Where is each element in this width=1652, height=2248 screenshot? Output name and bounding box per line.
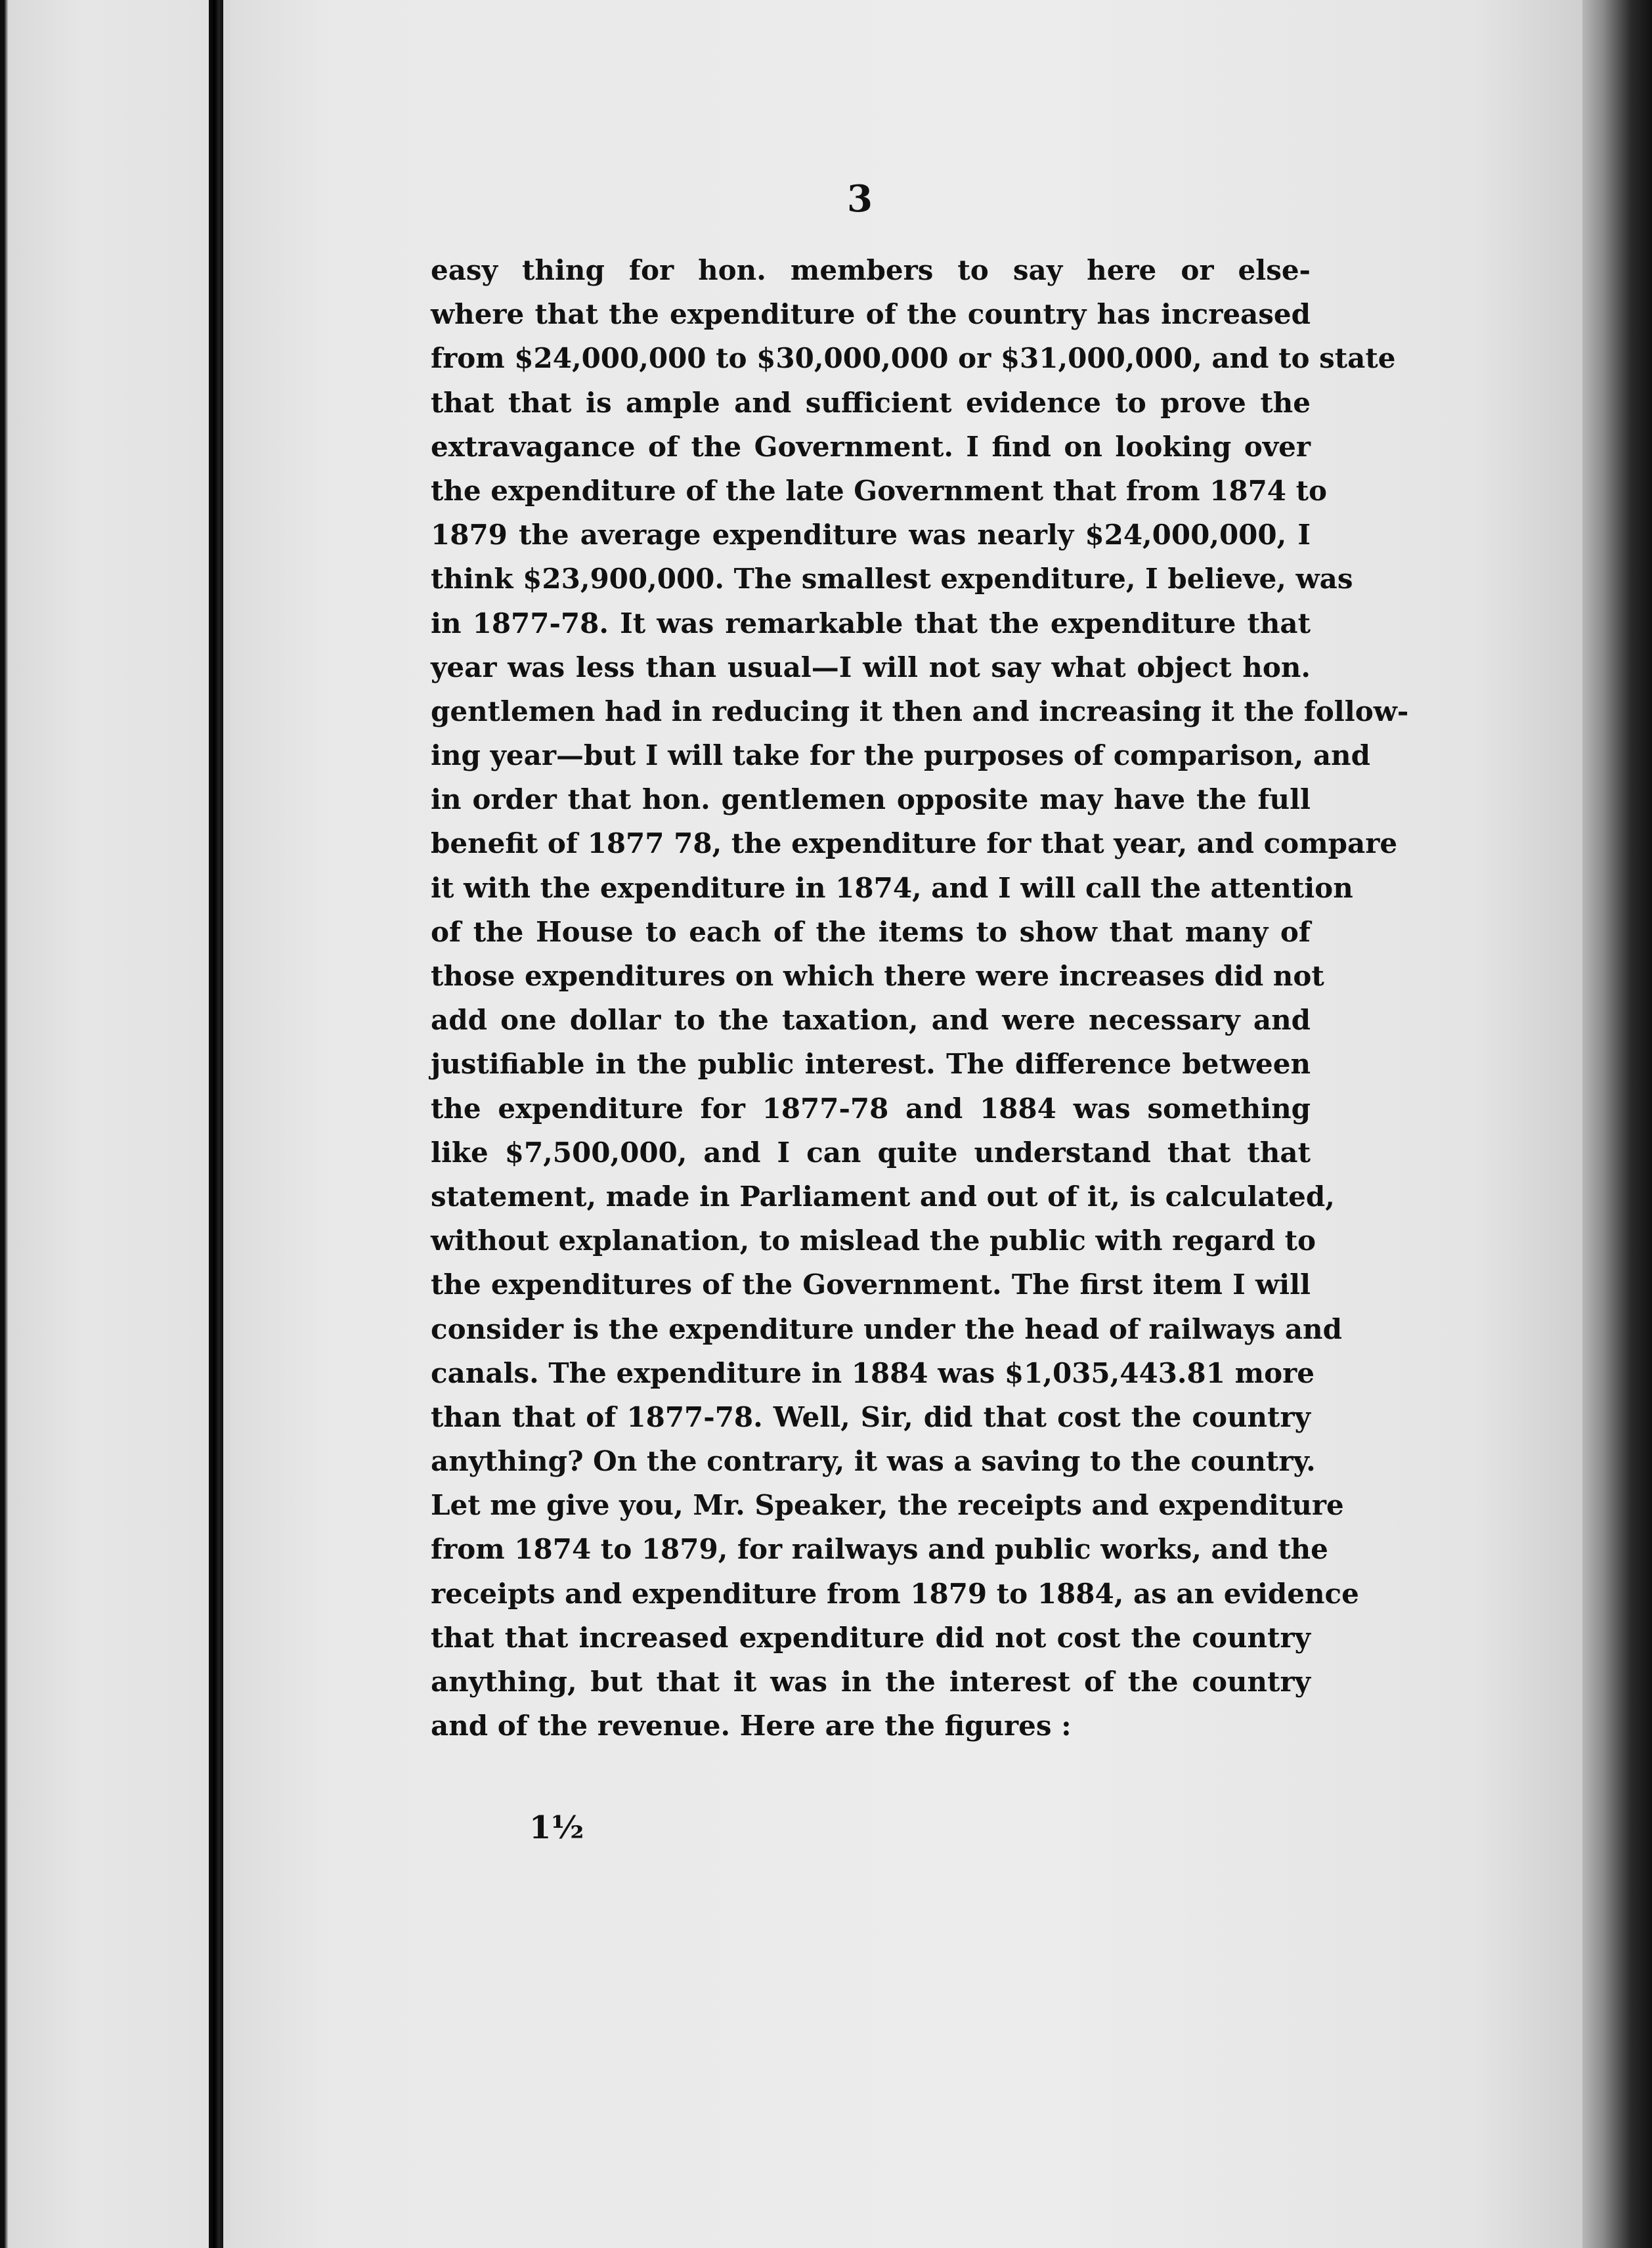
text-line: ing year—but I will take for the purposes of comparison, and (431, 739, 1370, 772)
text-line: than that of 1877-78. Well, Sir, did that cost the country (431, 1400, 1311, 1433)
text-line: from $24,000,000 to $30,000,000 or $31,000,000, and to state (431, 342, 1396, 375)
text-line: like $7,500,000, and I can quite understand that that (431, 1136, 1311, 1169)
text-line: those expenditures on which there were increases did not (431, 960, 1324, 992)
text-line: extravagance of the Government. I find on looking over (431, 430, 1311, 463)
text-line: the expenditure of the late Government that from 1874 to (431, 474, 1328, 507)
text-line: 1879 the average expenditure was nearly $24,000,000, I (431, 519, 1311, 551)
text-line: from 1874 to 1879, for railways and public works, and the (431, 1533, 1328, 1566)
text-line: gentlemen had in reducing it then and increasing it the follow- (431, 695, 1409, 727)
right-page-edge (1582, 0, 1652, 2248)
text-line: Let me give you, Mr. Speaker, the receipts and expenditure (431, 1489, 1344, 1522)
text-line: receipts and expenditure from 1879 to 1884, as an evidence (431, 1577, 1359, 1610)
signature-mark: 1½ (529, 1809, 584, 1846)
text-line: the expenditure for 1877-78 and 1884 was something (431, 1092, 1311, 1125)
text-line: in 1877-78. It was remarkable that the expenditure that (431, 607, 1311, 639)
text-line: without explanation, to mislead the public with regard to (431, 1224, 1316, 1257)
body-paragraph (431, 248, 1409, 1748)
text-line: think $23,900,000. The smallest expenditure, I believe, was (431, 563, 1353, 595)
text-line: consider is the expenditure under the head of railways and (431, 1312, 1342, 1345)
text-line: where that the expenditure of the country has increased (431, 298, 1311, 331)
page-number: 3 (847, 177, 873, 221)
text-line: add one dollar to the taxation, and were necessary and (431, 1004, 1311, 1037)
text-line: it with the expenditure in 1874, and I will call the attention (431, 871, 1353, 904)
text-line: anything? On the contrary, it was a saving to the country. (431, 1445, 1316, 1478)
text-line: that that is ample and sufficient evidence to prove the (431, 386, 1311, 419)
text-line: of the House to each of the items to show that many of (431, 915, 1311, 948)
left-page-edge (0, 0, 209, 2248)
text-line: year was less than usual—I will not say what object hon. (431, 651, 1311, 683)
text-line: and of the revenue. Here are the figures : (431, 1710, 1072, 1742)
text-line: the expenditures of the Government. The first item I will (431, 1268, 1311, 1301)
text-line: that that increased expenditure did not cost the country (431, 1621, 1311, 1654)
text-line: anything, but that it was in the interest of the country (431, 1666, 1311, 1698)
text-line: canals. The expenditure in 1884 was $1,035,443.81 more (431, 1356, 1315, 1389)
text-line: in order that hon. gentlemen opposite may have the full (431, 783, 1311, 816)
binding-gutter (209, 0, 223, 2248)
text-line: justifiable in the public interest. The difference between (431, 1048, 1311, 1081)
text-line: statement, made in Parliament and out of it, is calculated, (431, 1180, 1335, 1213)
text-line: benefit of 1877 78, the expenditure for that year, and compare (431, 827, 1398, 860)
text-line: easy thing for hon. members to say here or else- (431, 254, 1311, 286)
